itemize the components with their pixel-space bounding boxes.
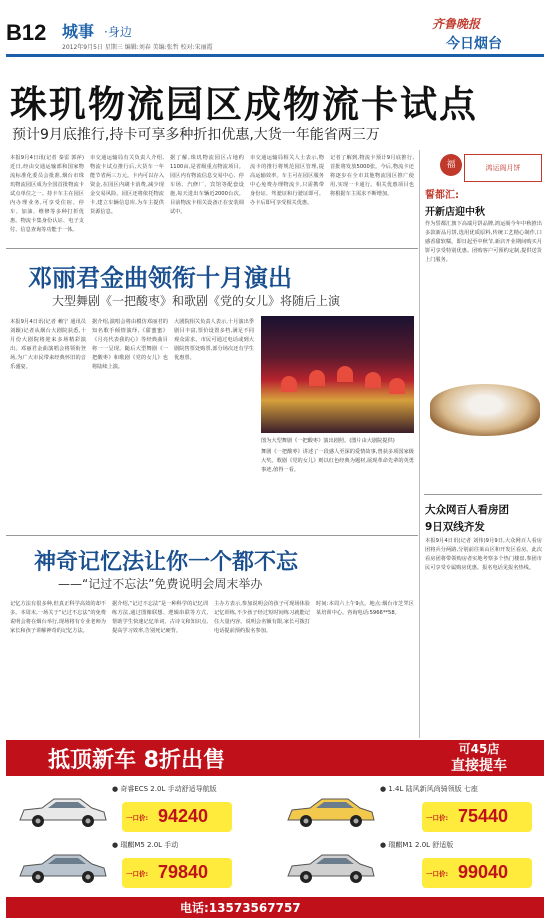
sidebar-kicker: 誓都汇:: [425, 190, 459, 201]
section-sub-label: ·身边: [104, 25, 132, 39]
lead-column: 本报9月4日讯(记者 秦雷 郭萍)近日,经由交通运输部和国家物流标准化委员会批准,烟台市珠玑物流园区成为全国首批物流卡试点单位之一。持卡车主在园区内办理业务,可享受住宿、停车、加油、维修等多种打折优惠。物流卡集身份认证、电子支付、信息查询等功能于一体。: [10, 155, 84, 233]
mooncake-brand-logo: 鸿运阁月饼: [464, 154, 542, 182]
story3-column: 据介绍,“记过不忘法”是一种科学的记忆训练方法,通过图像联想、逻辑串联等方式,帮助学生快速记忆单词、古诗文和知识点,提高学习效率,告别死记硬背。: [112, 601, 208, 634]
section-divider: [6, 248, 418, 249]
seal-icon: 福: [440, 154, 462, 176]
price-prefix: 一口价:: [126, 870, 149, 878]
story2-column: 本报9月4日讯(记者 赖宁 通讯员 刘颖)记者从烟台大剧院获悉,十月份大剧院将迎来多场精彩演出。邓丽君金曲演唱会将领衔登场,为广大市民带来经典怀旧的音乐盛宴。: [10, 319, 86, 370]
mooncake-photo: [430, 384, 540, 436]
page-number: B12: [6, 20, 47, 45]
lead-column: 据了解,珠玑物流园区占地约1100亩,是省级重点物流项目。园区内有物流信息交易中心、停车场、汽修厂、宾馆等配套设施,每天进出车辆近2000台次。目前物流卡相关设备正在安装调试中。: [170, 155, 244, 215]
ad-tagline-2: 直接提车: [451, 758, 507, 774]
sidebar-headline-2: 大众网百人看房团: [425, 504, 509, 516]
lead-column: 记者了解到,物流卡预计9月底推行,首批将发放5000张。今后,物流卡还将逐步在全市其他物流园区推广使用,实现一卡通行。相关优惠项目也将根据车主需求不断增加。: [330, 155, 414, 197]
sidebar-divider: [424, 494, 542, 495]
edition-title: 今日烟台: [446, 36, 502, 52]
lead-column: 市交通运输局相关人士表示,物流卡的推行将规范园区管理,提高运输效率。车主可在园区服务中心免费办理物流卡,只需携带身份证、驾驶证和行驶证即可。办卡后即可享受相关优惠。: [250, 155, 324, 206]
story3-column: 主办方表示,参加说明会的孩子可现场体验记忆训练,不少孩子经过短时间练习就能记住大量内容。说明会名额有限,家长可拨打电话提前预约报名参加。: [214, 601, 310, 634]
issue-meta: 2012年9月5日 星期三 编辑:刘春 美编:张哲 校对:宋丽霞: [62, 44, 213, 51]
header-divider: [6, 54, 544, 57]
sidebar-body: 作为誓都汇旗下高端月饼品牌,鸿运阁今年中秋推出多款新品月饼,选用优质原料,传统工艺精心制作,口感香甜软糯。即日起至中秋节,新店开业期间购买月饼可享受特别优惠。团购客户可预约定制,提供送货上门服务。: [425, 221, 542, 263]
story3-column: 记忆方法有很多种,但真正科学高效的却不多。本周末,一场关于“记过不忘法”的免费说明会将在烟台举行,现场将有专业老师为家长和孩子讲解神奇的记忆方法。: [10, 601, 106, 634]
car-price: 79840: [158, 862, 209, 882]
car-image: [14, 850, 110, 888]
story2-column: 舞剧《一把酸枣》讲述了一段感人至深的爱情故事,曾获多项国家级大奖。歌剧《党的女儿》则以红色经典为题材,展现革命先辈的英勇事迹,值得一看。: [261, 449, 414, 473]
price-prefix: 一口价:: [126, 814, 149, 822]
story2-column: 大剧院相关负责人表示,十月演出季剧目丰富,票价设置多档,满足不同观众需求。市民可通过电话或到大剧院售票处购票,部分场次还有学生优惠票。: [174, 319, 254, 361]
ad-title: 抵顶新车 8折出售: [48, 748, 225, 773]
column-divider: [419, 150, 420, 738]
car-image: [14, 794, 110, 832]
story2-subheadline: 大型舞剧《一把酸枣》和歌剧《党的女儿》将随后上演: [52, 294, 341, 308]
price-prefix: 一口价:: [426, 814, 449, 822]
section-label: 城事: [62, 22, 95, 41]
price-prefix: 一口价:: [426, 870, 449, 878]
car-listing: [12, 838, 274, 896]
story3-subheadline: ——“记过不忘法”免费说明会周末举办: [58, 577, 263, 591]
lead-column: 市交通运输局有关负责人介绍,物流卡试点推行后,大货车一年能节省两三万元。卡内可以存入资金,在园区内刷卡消费,减少现金交易风险。园区还将依托物流卡,建立车辆信息库,为车主提供货源信息。: [90, 155, 164, 215]
car-name: ● 瑞麒M5 2.0L 手动: [112, 841, 179, 849]
section-divider: [6, 535, 418, 536]
car-listing: [280, 782, 542, 840]
car-name: ● 瑞麒M1 2.0L 舒适版: [380, 841, 454, 849]
car-image: [282, 850, 378, 888]
story3-headline: 神奇记忆法让你一个都不忘: [34, 550, 299, 575]
story2-column: 据介绍,演唱会将由模仿邓丽君的知名歌手倾情演绎,《甜蜜蜜》《月亮代表我的心》等经典曲目将一一呈现。随后大型舞剧《一把酸枣》和歌剧《党的女儿》也将陆续上演。: [92, 319, 168, 370]
ad-phone-number: 电话:13573567757: [180, 901, 301, 915]
ad-tagline-1: 可45店: [458, 742, 500, 756]
story2-headline: 邓丽君金曲领衔十月演出: [28, 264, 292, 292]
dance-performance-photo: [261, 316, 414, 433]
car-name: ● 1.4L 陆风新风尚骑领版 七座: [380, 785, 478, 793]
sidebar-headline: 开新店迎中秋: [425, 207, 485, 218]
sidebar-body-2: 本报9月4日讯(记者 刘伟)9月9日,大众网百人看房团将兵分两路,分别前往莱山区和开发区看房。此次看房团将带领购房者实地考察多个热门楼盘,参团市民可享受专属购房优惠。报名电话见报名热线。: [425, 538, 542, 571]
photo-caption: 图为大型舞剧《一把酸枣》演出剧照。(图片由大剧院提供): [261, 438, 395, 444]
lead-subheadline: 预计9月底推行,持卡可享多种折扣优惠,大货一年能省两三万: [12, 127, 380, 143]
car-name: ● 奇睿ECS 2.0L 手动舒适导航版: [112, 785, 217, 793]
newspaper-logo: 齐鲁晚报: [432, 17, 481, 31]
car-listing: [12, 782, 274, 840]
lead-headline: 珠玑物流园区成物流卡试点: [10, 83, 478, 126]
car-price: 99040: [458, 862, 509, 882]
car-price: 94240: [158, 806, 209, 826]
story3-column: 时间:本周六上午9点。地点:烟台市芝罘区某培训中心。咨询电话:5966**58。: [316, 601, 414, 616]
car-listing: [280, 838, 542, 896]
car-price: 75440: [458, 806, 509, 826]
sidebar-headline-3: 9日双线齐发: [425, 521, 485, 533]
car-image: [282, 794, 378, 832]
